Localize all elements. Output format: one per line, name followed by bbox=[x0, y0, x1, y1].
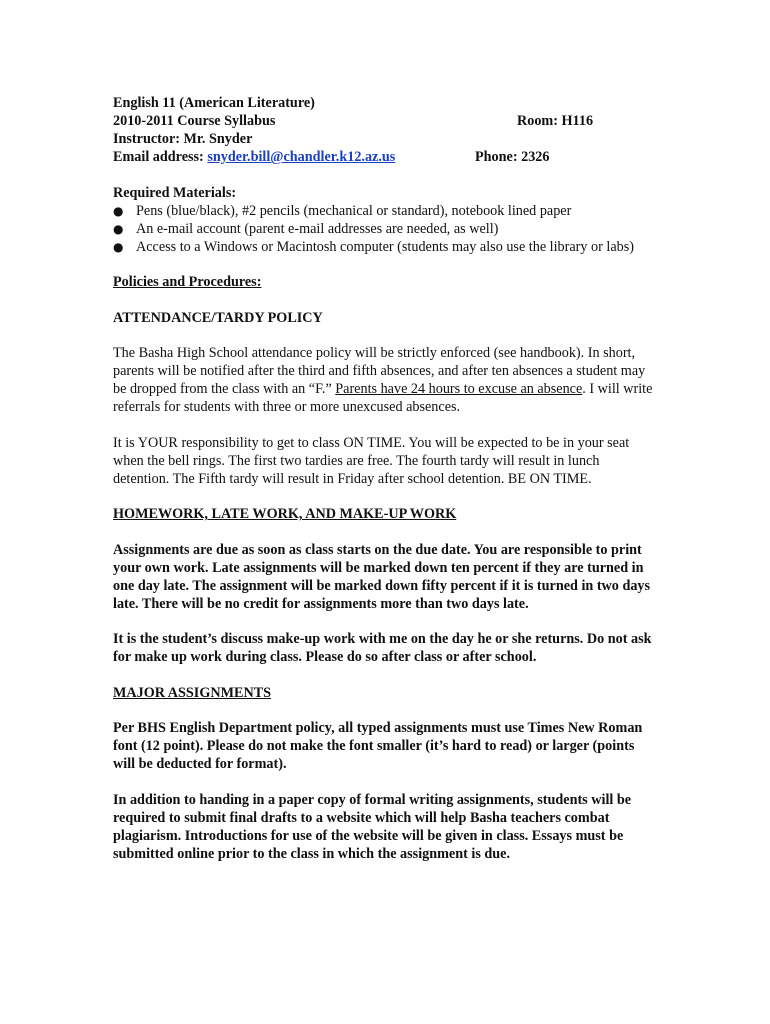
tardy-paragraph: It is YOUR responsibility to get to class ON TIME. You will be expected to be in your seat when the bell rings. The first two tardies are free. The fourth tardy will result in lunch detention. The Fifth tardy will result in Friday after school detention. BE ON TIME. bbox=[113, 434, 630, 487]
material-text: Pens (blue/black), #2 pencils (mechanical or standard), notebook lined paper bbox=[136, 202, 572, 219]
bullet-icon: ● bbox=[113, 221, 124, 236]
font-policy-paragraph: Per BHS English Department policy, all typed assignments must use Times New Roman font (12 point). Please do not make the font smaller (it’s hard to read) or larger (points will be deducted for format). bbox=[113, 720, 643, 772]
materials-heading: Required Materials: bbox=[113, 184, 237, 201]
materials-list bbox=[113, 202, 658, 256]
attendance-heading: ATTENDANCE/TARDY POLICY bbox=[113, 309, 323, 326]
email-link[interactable]: snyder.bill@chandler.k12.az.us bbox=[207, 149, 396, 165]
excuse-notice: Parents have 24 hours to excuse an absence bbox=[335, 381, 583, 397]
attendance-text-end: . I will write referrals for students with three or more unexcused absences. bbox=[113, 381, 653, 415]
instructor-name: Instructor: Mr. Snyder bbox=[113, 131, 253, 147]
list-item bbox=[113, 220, 658, 238]
material-text: An e-mail account (parent e-mail addresses are needed, as well) bbox=[136, 220, 499, 237]
syllabus-title: 2010-2011 Course Syllabus bbox=[113, 113, 276, 129]
course-title: English 11 (American Literature) bbox=[113, 95, 315, 111]
major-assignments-heading: MAJOR ASSIGNMENTS bbox=[113, 684, 272, 701]
list-item bbox=[113, 202, 658, 220]
syllabus-page bbox=[113, 94, 658, 863]
homework-paragraph: Assignments are due as soon as class starts on the due date. You are responsible to print your own work. Late assignments will be marked down ten percent if they are turned in one day late. The assignment will be marked down fifty percent if it is turned in two days late. There will be no credit for assignments more than two days late. bbox=[113, 541, 651, 612]
attendance-paragraph bbox=[113, 344, 658, 416]
material-text: Access to a Windows or Macintosh computer (students may also use the library or labs) bbox=[136, 238, 634, 255]
list-item bbox=[113, 238, 658, 256]
makeup-paragraph: It is the student’s discuss make-up work with me on the day he or she returns. Do not ask for make up work during class. Please do so after class or after school. bbox=[113, 631, 652, 665]
syllabus-line bbox=[113, 112, 658, 130]
bullet-icon: ● bbox=[113, 203, 124, 218]
email-line bbox=[113, 148, 658, 166]
plagiarism-paragraph: In addition to handing in a paper copy of formal writing assignments, students will be required to submit final drafts to a website which will help Basha teachers combat plagiarism. Introductions for use of the website will be given in class. Essays must be submitted online prior to the class in which the assignment is due. bbox=[113, 791, 632, 862]
phone-number: Phone: 2326 bbox=[475, 149, 550, 165]
bullet-icon: ● bbox=[113, 239, 124, 254]
policies-heading: Policies and Procedures: bbox=[113, 274, 262, 290]
room-number: Room: H116 bbox=[517, 113, 594, 129]
homework-heading: HOMEWORK, LATE WORK, AND MAKE-UP WORK bbox=[113, 506, 457, 522]
attendance-text: The Basha High School attendance policy will be strictly enforced (see handbook). In short, parents will be notified after the third and fifth absences, and after ten absences a student may be dropped from the class with an “F.” bbox=[113, 345, 646, 397]
email-label: Email address: bbox=[113, 149, 204, 165]
